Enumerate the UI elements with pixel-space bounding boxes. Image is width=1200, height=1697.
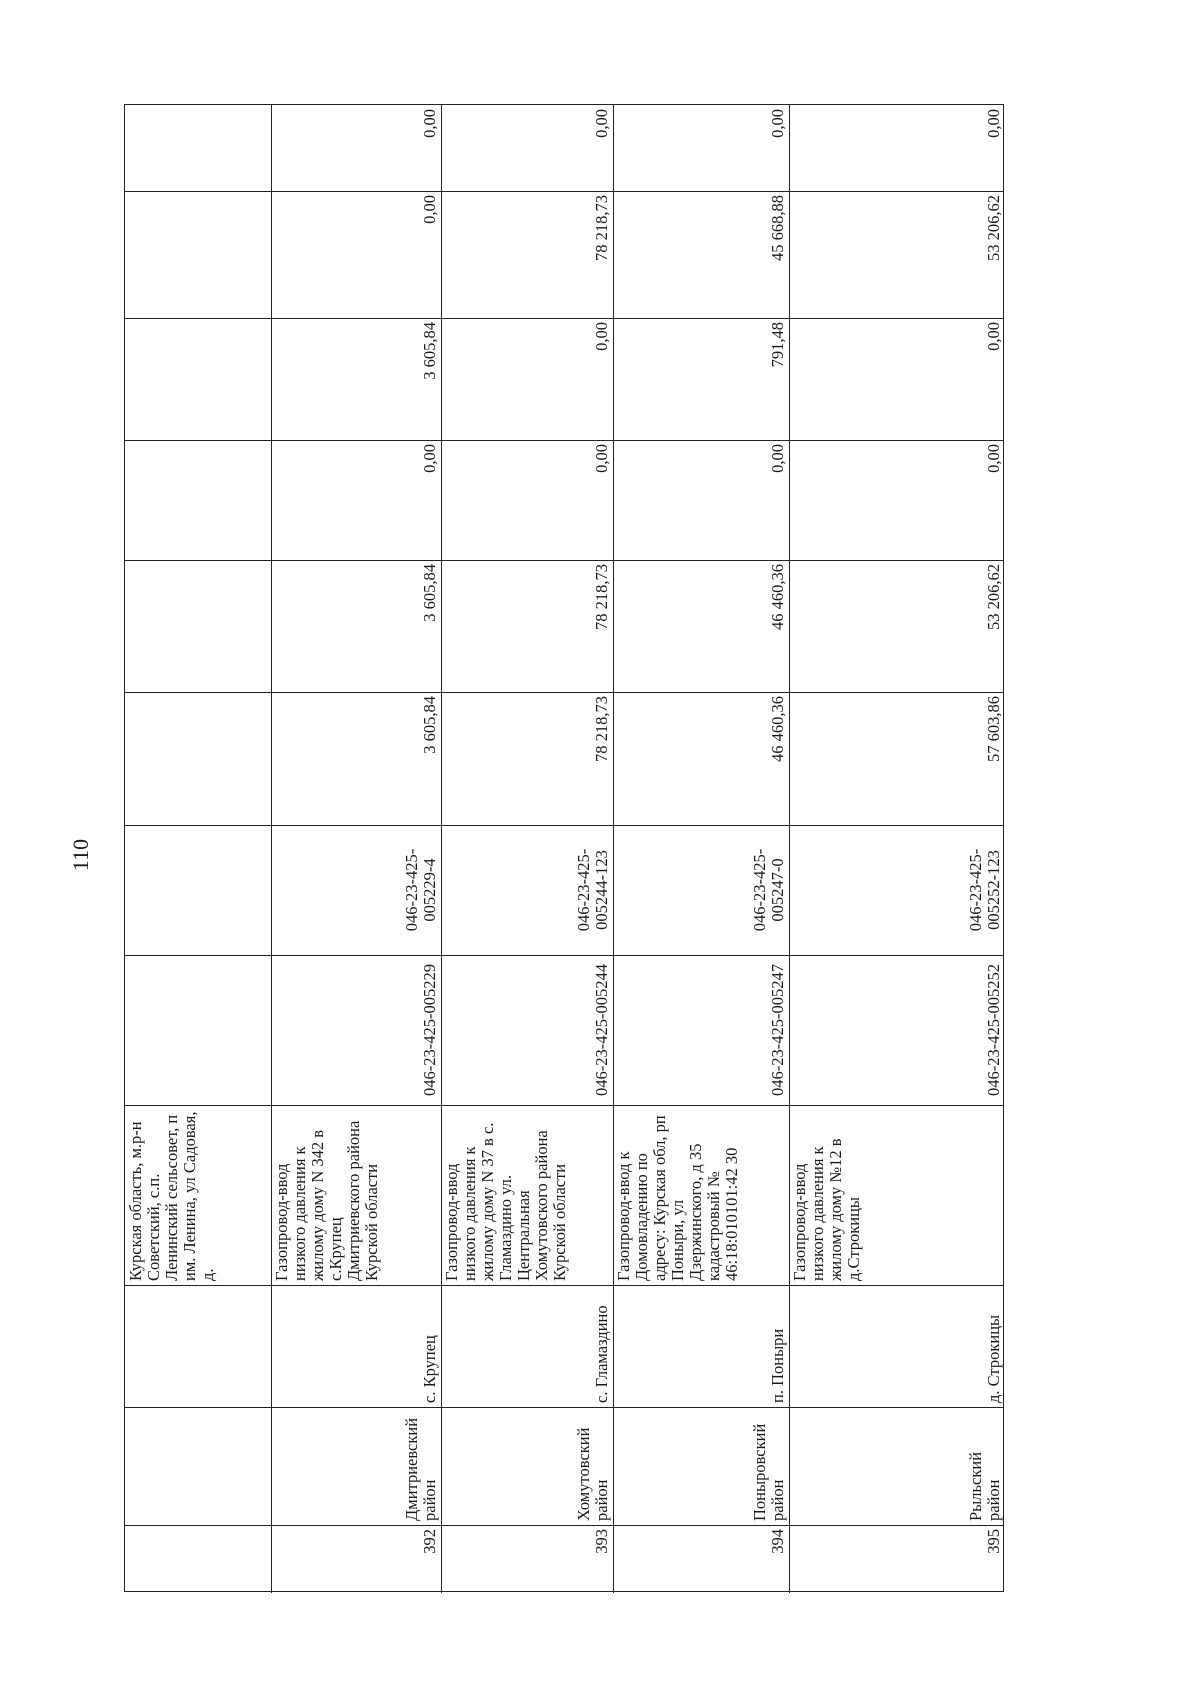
row-num-cell	[613, 1525, 789, 1593]
row-object-cell	[613, 1105, 789, 1285]
row-amount-4-cell	[441, 318, 613, 440]
row-object: Газопровод-ввод низкого давления к жилому дому N 37 в с. Гламаздино ул. Центральная Хомутовского района Курской области	[442, 1122, 569, 1281]
row-amount-6: 0,00	[984, 109, 1003, 138]
row-amount-1: 46 460,36	[768, 696, 787, 762]
rotated-table	[124, 104, 1004, 1592]
row-amount-4: 791,48	[768, 322, 787, 368]
row-locality: п. Поныри	[768, 1328, 787, 1403]
row-amount-3: 0,00	[420, 444, 439, 473]
row-reg-no-cell	[613, 825, 789, 955]
row-district-cell	[441, 1407, 613, 1525]
row-amount-2-cell	[271, 560, 441, 692]
row-district: Поныровский район	[750, 1423, 787, 1521]
page-number: 110	[68, 838, 93, 872]
row-amount-1-cell	[441, 692, 613, 825]
row-amount-4-cell	[789, 318, 1005, 440]
header-address-cell	[125, 1105, 271, 1285]
row-amount-1: 57 603,86	[984, 696, 1003, 762]
row-reg-no-cell	[789, 825, 1005, 955]
row-num-cell	[441, 1525, 613, 1593]
row-amount-2-cell	[441, 560, 613, 692]
row-amount-2: 46 460,36	[768, 564, 787, 630]
row-object: Газопровод-ввод низкого давления к жилому дому №12 в д.Строкицы	[790, 1138, 863, 1281]
row-num-cell	[789, 1525, 1005, 1593]
row-amount-5-cell	[441, 191, 613, 318]
row-inv-no-cell	[271, 955, 441, 1105]
row-num: 394	[768, 1529, 787, 1554]
row-amount-1-cell	[271, 692, 441, 825]
row-amount-6: 0,00	[592, 109, 611, 138]
row-amount-6-cell	[441, 105, 613, 191]
row-amount-3-cell	[271, 440, 441, 560]
row-inv-no: 046-23-425-005247	[768, 964, 787, 1096]
row-district-cell	[271, 1407, 441, 1525]
row-district-cell	[789, 1407, 1005, 1525]
row-amount-5-cell	[789, 191, 1005, 318]
row-district-cell	[613, 1407, 789, 1525]
row-amount-4: 0,00	[592, 322, 611, 351]
row-inv-no-cell	[441, 955, 613, 1105]
row-amount-5: 53 206,62	[984, 195, 1003, 261]
header-address: Курская область, м.р-н Советский, с.п. Ленинский сельсовет, п им. Ленина, ул Садовая, д.	[126, 1111, 217, 1281]
row-district: Хомутовский район	[574, 1427, 611, 1521]
row-amount-5: 78 218,73	[592, 195, 611, 261]
row-amount-5: 0,00	[420, 195, 439, 224]
row-inv-no: 046-23-425-005229	[420, 964, 439, 1096]
row-amount-1: 78 218,73	[592, 696, 611, 762]
row-amount-5-cell	[271, 191, 441, 318]
row-amount-1-cell	[613, 692, 789, 825]
row-num: 393	[592, 1529, 611, 1554]
row-amount-4-cell	[613, 318, 789, 440]
row-object-cell	[441, 1105, 613, 1285]
row-inv-no-cell	[789, 955, 1005, 1105]
row-amount-6-cell	[271, 105, 441, 191]
row-amount-2-cell	[613, 560, 789, 692]
row-amount-4: 0,00	[984, 322, 1003, 351]
row-amount-1: 3 605,84	[420, 696, 439, 754]
row-amount-6-cell	[789, 105, 1005, 191]
row-amount-4: 3 605,84	[420, 322, 439, 380]
row-amount-3: 0,00	[592, 444, 611, 473]
row-district: Дмитриевский район	[402, 1417, 439, 1521]
row-inv-no: 046-23-425-005252	[984, 964, 1003, 1096]
row-district: Рыльский район	[966, 1451, 1003, 1521]
row-amount-4-cell	[271, 318, 441, 440]
row-amount-3-cell	[613, 440, 789, 560]
row-num: 392	[420, 1529, 439, 1554]
row-reg-no-cell	[441, 825, 613, 955]
row-locality-cell	[613, 1285, 789, 1407]
row-object-cell	[271, 1105, 441, 1285]
row-reg-no-cell	[271, 825, 441, 955]
row-amount-1-cell	[789, 692, 1005, 825]
row-object: Газопровод-ввод низкого давления к жилому дому N 342 в с.Крупец Дмитриевского района Курской области	[272, 1120, 381, 1281]
row-reg-no: 046-23-425-005247-0	[750, 848, 787, 932]
row-amount-3: 0,00	[984, 444, 1003, 473]
row-num: 395	[984, 1529, 1003, 1554]
row-amount-3-cell	[441, 440, 613, 560]
row-locality: с. Гламаздино	[592, 1305, 611, 1403]
row-inv-no: 046-23-425-005244	[592, 964, 611, 1096]
row-amount-5: 45 668,88	[768, 195, 787, 261]
row-amount-5-cell	[613, 191, 789, 318]
row-amount-2: 78 218,73	[592, 564, 611, 630]
row-reg-no: 046-23-425-005244-123	[574, 848, 611, 932]
row-amount-3-cell	[789, 440, 1005, 560]
row-reg-no: 046-23-425-005229-4	[402, 848, 439, 932]
row-amount-2-cell	[789, 560, 1005, 692]
row-object: Газопровод-ввод к Домовладению по адресу: Курская обл, рп Поныри, ул Дзержинского, д 35 кадастровый № 46:18:010101:42 30	[614, 1115, 741, 1281]
row-locality-cell	[271, 1285, 441, 1407]
row-amount-2: 53 206,62	[984, 564, 1003, 630]
row-locality: д. Строкицы	[984, 1314, 1003, 1403]
row-amount-2: 3 605,84	[420, 564, 439, 622]
row-inv-no-cell	[613, 955, 789, 1105]
row-object-cell	[789, 1105, 1005, 1285]
row-amount-6: 0,00	[420, 109, 439, 138]
row-amount-6-cell	[613, 105, 789, 191]
row-amount-3: 0,00	[768, 444, 787, 473]
row-locality-cell	[789, 1285, 1005, 1407]
row-reg-no: 046-23-425-005252-123	[966, 848, 1003, 932]
row-locality-cell	[441, 1285, 613, 1407]
row-num-cell	[271, 1525, 441, 1593]
row-locality: с. Крупец	[420, 1335, 439, 1403]
row-amount-6: 0,00	[768, 109, 787, 138]
